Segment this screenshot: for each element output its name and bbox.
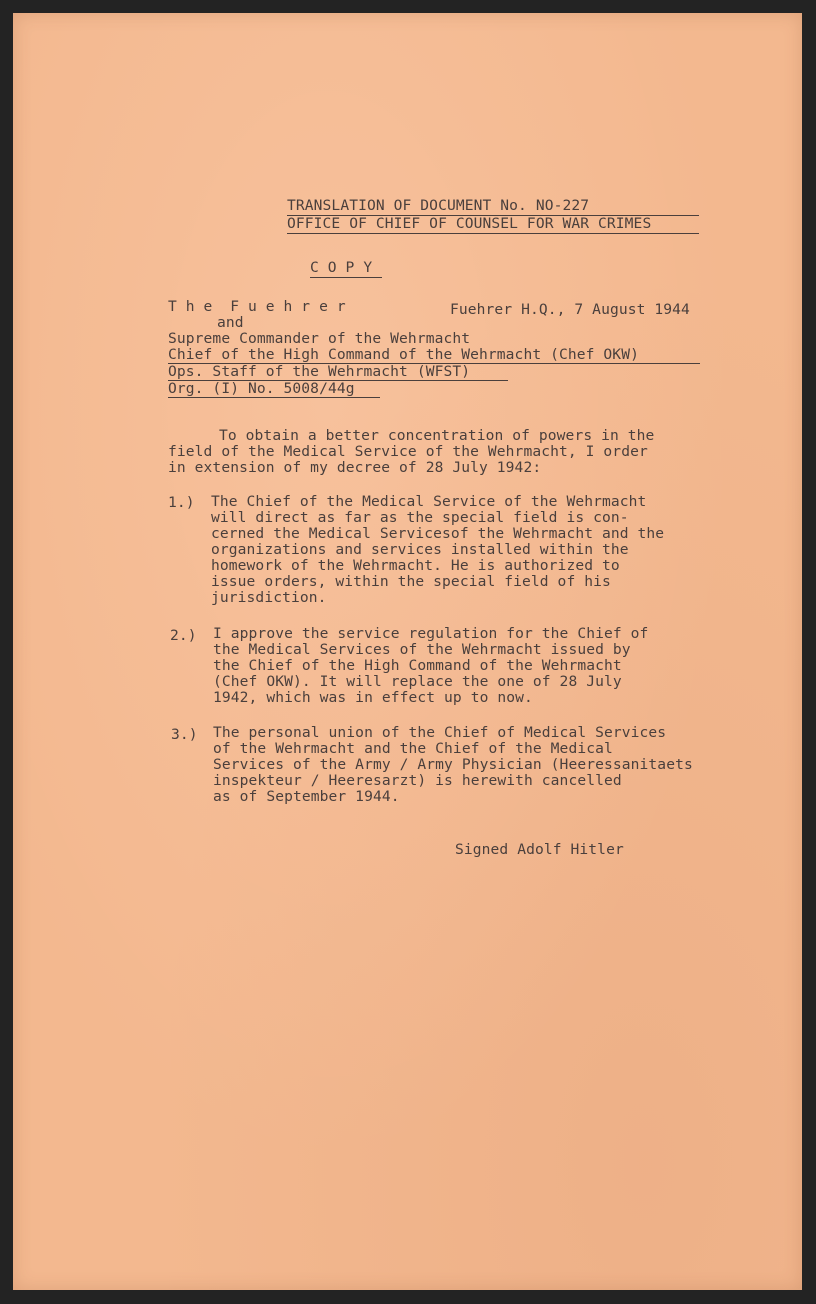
- item-3-line-2: of the Wehrmacht and the Chief of the Medical: [213, 740, 613, 757]
- sender-title: T h e F u e h r e r: [168, 298, 346, 315]
- copy-underline: [310, 277, 382, 278]
- header-underline-2: [287, 233, 699, 234]
- item-2-line-4: (Chef OKW). It will replace the one of 28 July: [213, 673, 622, 690]
- sender-line-1: Supreme Commander of the Wehrmacht: [168, 330, 471, 347]
- item-1-line-5: homework of the Wehrmacht. He is authorized to: [211, 557, 620, 574]
- item-3-line-5: as of September 1944.: [213, 788, 400, 805]
- sender-line-2: Chief of the High Command of the Wehrmacht (Chef OKW): [168, 346, 639, 363]
- item-1-line-7: jurisdiction.: [211, 589, 327, 606]
- sender-underline-4: [168, 397, 380, 398]
- item-2-line-5: 1942, which was in effect up to now.: [213, 689, 533, 706]
- place-date: Fuehrer H.Q., 7 August 1944: [450, 301, 690, 318]
- item-1-line-2: will direct as far as the special field is con-: [211, 509, 629, 526]
- signature: Signed Adolf Hitler: [455, 841, 624, 858]
- item-3-line-4: inspekteur / Heeresarzt) is herewith cancelled: [213, 772, 622, 789]
- item-3-line-3: Services of the Army / Army Physician (Heeressanitaets: [213, 756, 693, 773]
- item-2-line-3: the Chief of the High Command of the Wehrmacht: [213, 657, 622, 674]
- header-line-1: TRANSLATION OF DOCUMENT No. NO-227: [287, 197, 590, 214]
- header-line-2: OFFICE OF CHIEF OF COUNSEL FOR WAR CRIMES: [287, 215, 652, 232]
- sender-line-3: Ops. Staff of the Wehrmacht (WFST): [168, 363, 471, 380]
- item-3-number: 3.): [171, 726, 198, 743]
- sender-line-4: Org. (I) No. 5008/44g: [168, 380, 355, 397]
- item-3-line-1: The personal union of the Chief of Medical Services: [213, 724, 667, 741]
- document-page: [13, 13, 802, 1290]
- item-2-line-2: the Medical Services of the Wehrmacht issued by: [213, 641, 631, 658]
- intro-line-1: To obtain a better concentration of powers in the: [219, 427, 655, 444]
- intro-line-3: in extension of my decree of 28 July 1942:: [168, 459, 542, 476]
- item-2-number: 2.): [170, 627, 197, 644]
- item-1-line-3: cerned the Medical Servicesof the Wehrmacht and the: [211, 525, 665, 542]
- item-1-line-1: The Chief of the Medical Service of the Wehrmacht: [211, 493, 647, 510]
- sender-and: and: [217, 314, 244, 331]
- item-1-number: 1.): [168, 494, 195, 511]
- intro-line-2: field of the Medical Service of the Wehrmacht, I order: [168, 443, 648, 460]
- item-1-line-6: issue orders, within the special field of his: [211, 573, 611, 590]
- item-1-line-4: organizations and services installed within the: [211, 541, 629, 558]
- copy-label: C O P Y: [310, 259, 373, 276]
- item-2-line-1: I approve the service regulation for the Chief of: [213, 625, 649, 642]
